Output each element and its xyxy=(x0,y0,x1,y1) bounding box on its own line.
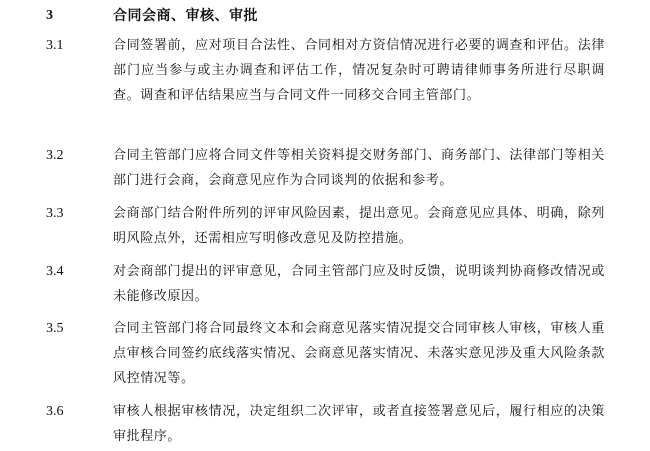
clause-text: 合同主管部门将合同最终文本和会商意见落实情况提交合同审核人审核，审核人重点审核合同签约底线落实情况、会商意见落实情况、未落实意见涉及重大风险条款风控情况等。 xyxy=(113,321,605,386)
section-title: 合同会商、审核、审批 xyxy=(113,8,258,24)
clause-text: 合同签署前，应对项目合法性、合同相对方资信情况进行必要的调查和评估。法律部门应当参与或主办调查和评估工作，情况复杂时可聘请律师事务所进行尽职调查。调查和评估结果应当与合同文件一同移交合同主管部门。 xyxy=(113,38,605,103)
clause-text: 合同主管部门应将合同文件等相关资料提交财务部门、商务部门、法律部门等相关部门进行会商，会商意见应作为合同谈判的依据和参考。 xyxy=(113,148,605,188)
clause-number: 3.4 xyxy=(46,264,64,279)
clause-text: 审核人根据审核情况，决定组织二次评审，或者直接签署意见后，履行相应的决策审批程序。 xyxy=(113,404,605,444)
section-heading xyxy=(0,4,650,28)
clause-number: 3.5 xyxy=(46,321,64,336)
clause-number: 3.2 xyxy=(46,148,64,163)
clause-number: 3.6 xyxy=(46,404,64,419)
section-number: 3 xyxy=(46,8,53,23)
clause-text: 会商部门结合附件所列的评审风险因素，提出意见。会商意见应具体、明确，除列明风险点外，还需相应写明修改意见及防控措施。 xyxy=(113,206,605,246)
clause-number: 3.3 xyxy=(46,206,64,221)
clause-text: 对会商部门提出的评审意见，合同主管部门应及时反馈，说明谈判协商修改情况或未能修改原因。 xyxy=(113,264,605,304)
clause-number: 3.1 xyxy=(46,38,64,53)
